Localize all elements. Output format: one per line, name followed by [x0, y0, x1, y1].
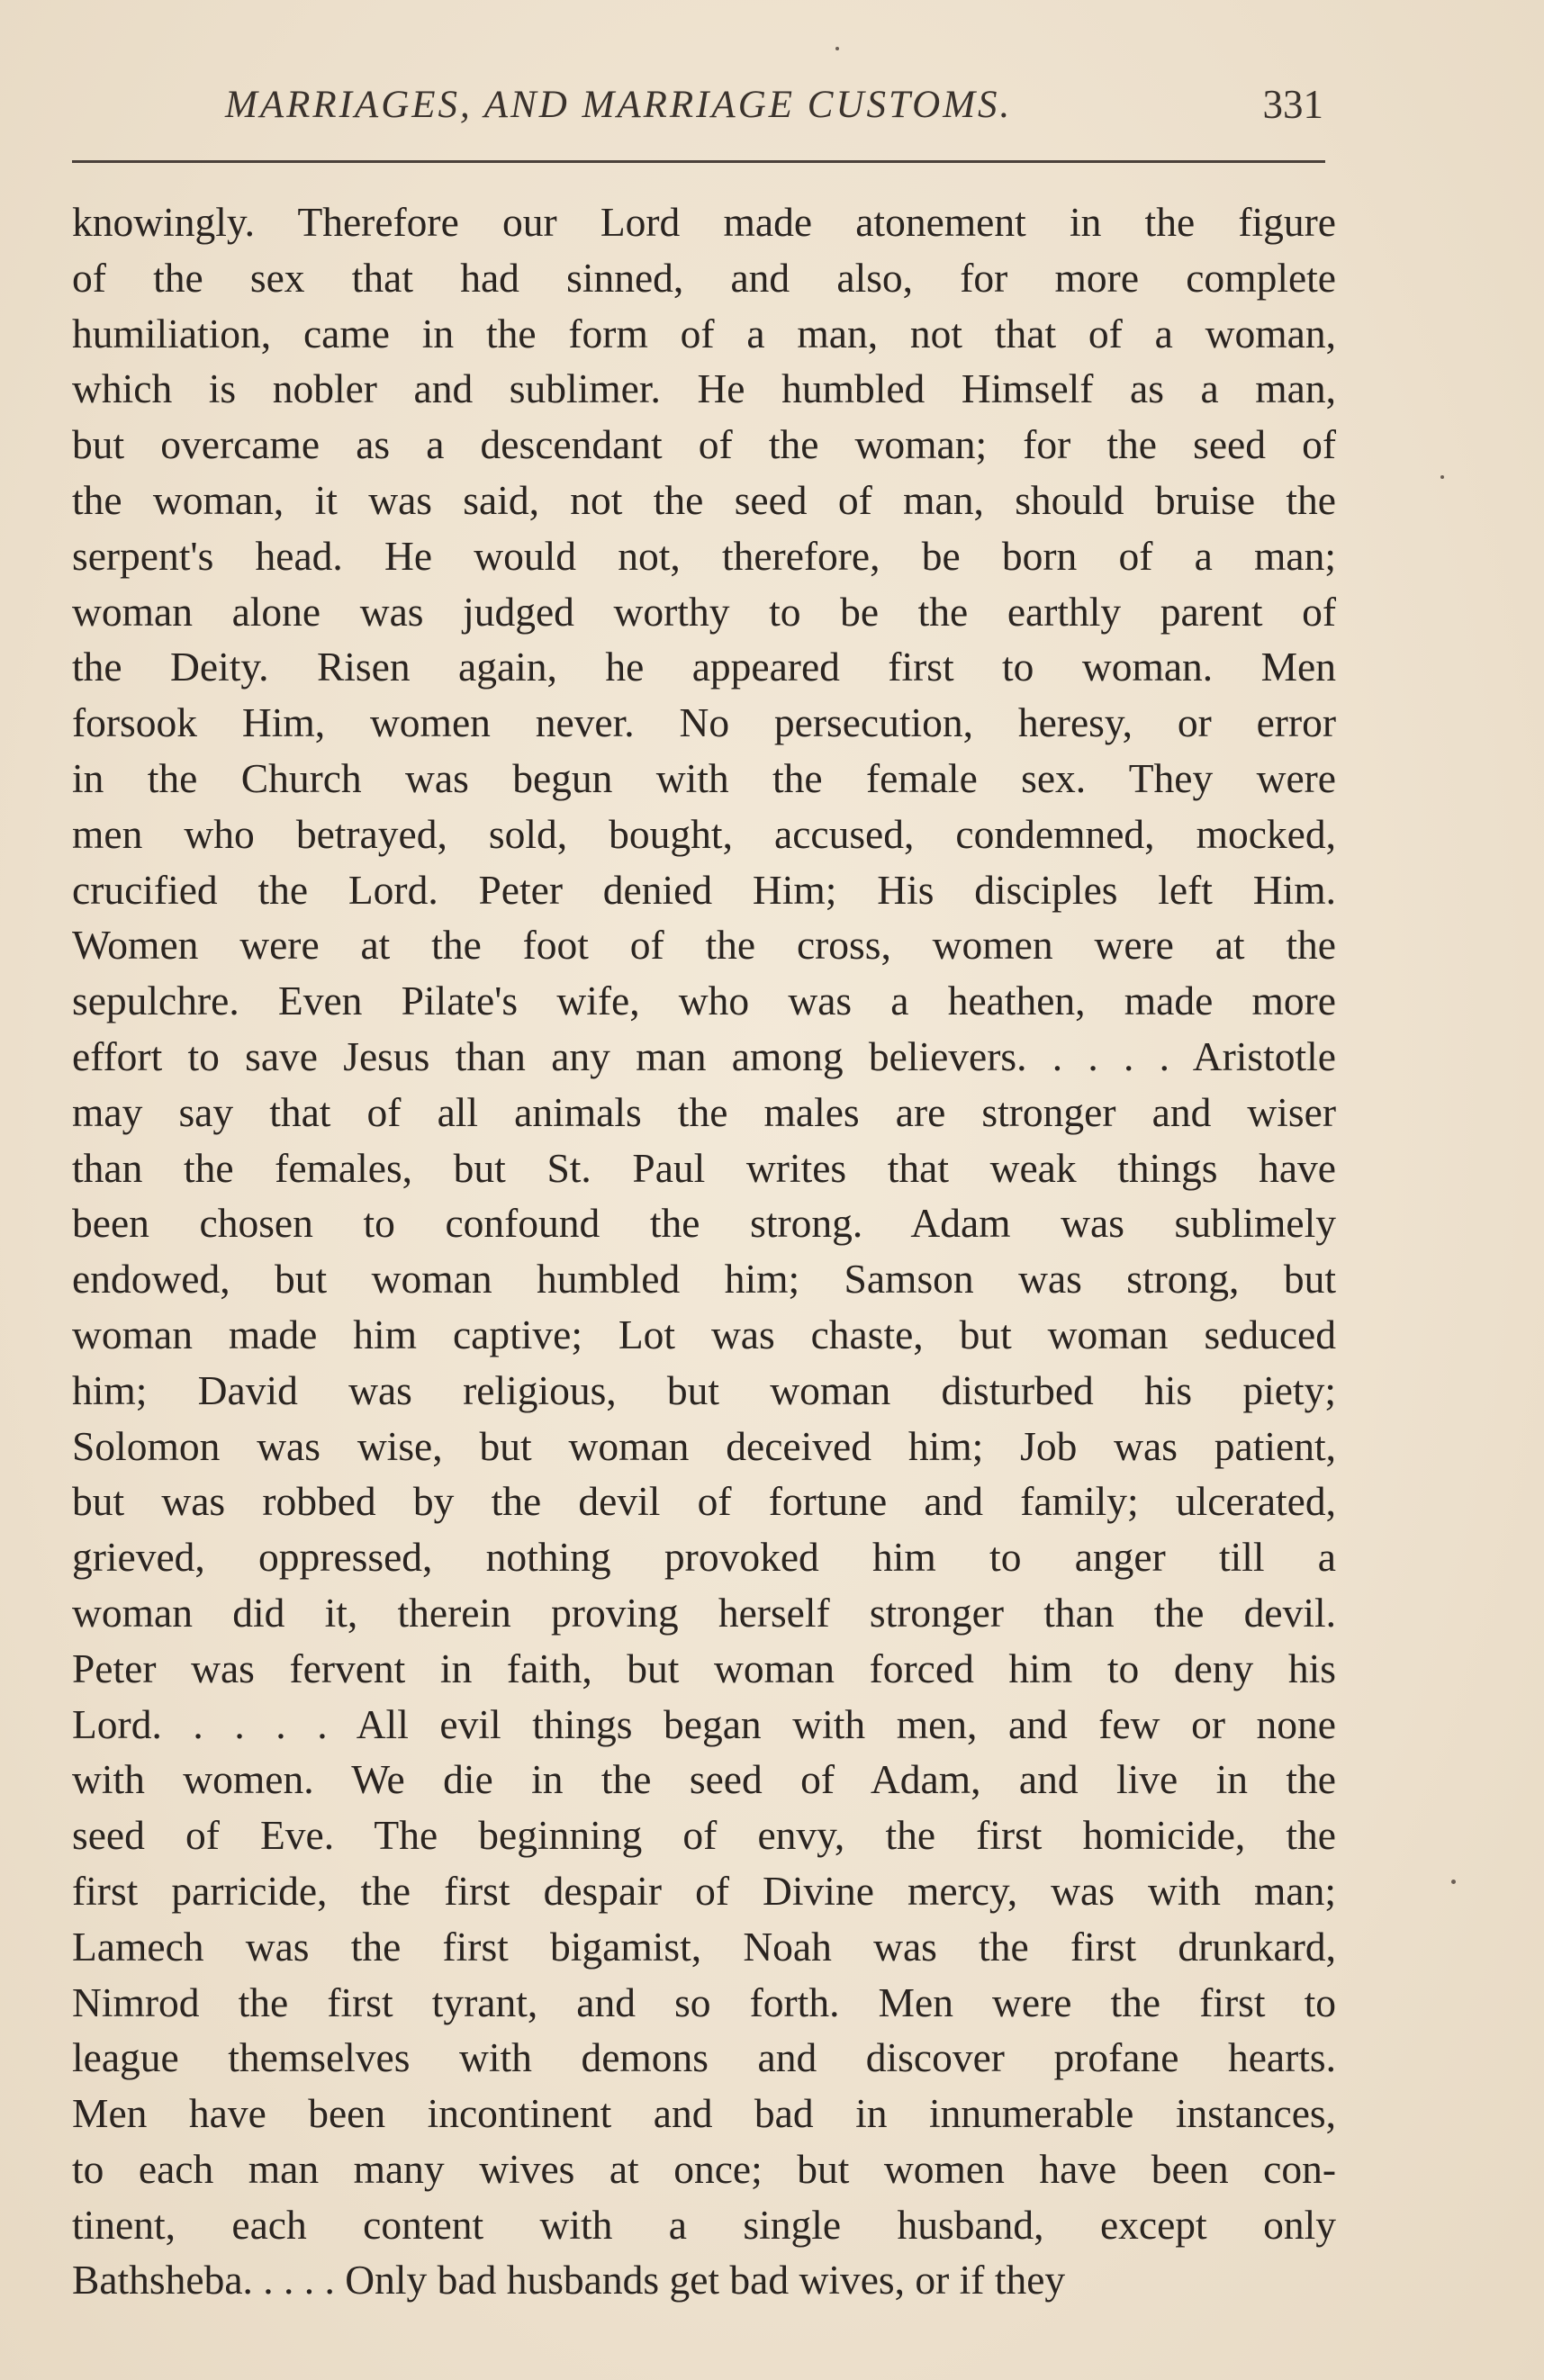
text-line: first parricide, the first despair of Divine mercy, was with man;: [72, 1867, 1336, 1914]
paper-speck: [1451, 1880, 1456, 1884]
paper-speck: [1440, 475, 1444, 479]
text-line: the Deity. Risen again, he appeared first to woman. Men: [72, 644, 1336, 690]
text-line: Men have been incontinent and bad in innumerable instances,: [72, 2090, 1336, 2137]
text-line: serpent's head. He would not, therefore, be born of a man;: [72, 532, 1336, 579]
text-line: the woman, it was said, not the seed of man, should bruise the: [72, 476, 1336, 523]
text-line: Bathsheba. . . . . Only bad husbands get bad wives, or if they: [72, 2257, 1066, 2303]
text-line: woman did it, therein proving herself stronger than the devil.: [72, 1589, 1336, 1636]
text-line: but was robbed by the devil of fortune and family; ulcerated,: [72, 1478, 1336, 1525]
text-line: Nimrod the first tyrant, and so forth. Men were the first to: [72, 1979, 1336, 2025]
page-number: 331: [1262, 82, 1323, 127]
text-line: Women were at the foot of the cross, women were at the: [72, 922, 1336, 969]
text-line: effort to save Jesus than any man among believers. . . . . Aristotle: [72, 1032, 1336, 1079]
text-line: sepulchre. Even Pilate's wife, who was a heathen, made more: [72, 978, 1336, 1024]
text-line: woman alone was judged worthy to be the earthly parent of: [72, 588, 1336, 635]
body-text: [72, 194, 1336, 2308]
text-line: Peter was fervent in faith, but woman forced him to deny his: [72, 1645, 1336, 1691]
header-rule: [72, 160, 1325, 163]
text-line: Lord. . . . . All evil things began with men, and few or none: [72, 1700, 1336, 1747]
text-line: but overcame as a descendant of the woman; for the seed of: [72, 421, 1336, 468]
text-line: of the sex that had sinned, and also, for more complete: [72, 254, 1336, 301]
text-line: crucified the Lord. Peter denied Him; His disciples left Him.: [72, 866, 1336, 913]
text-line: him; David was religious, but woman disturbed his piety;: [72, 1366, 1336, 1413]
text-line: which is nobler and sublimer. He humbled Himself as a man,: [72, 365, 1336, 412]
text-line: league themselves with demons and discover profane hearts.: [72, 2034, 1336, 2081]
text-line: men who betrayed, sold, bought, accused, condemned, mocked,: [72, 810, 1336, 857]
text-line: woman made him captive; Lot was chaste, but woman seduced: [72, 1311, 1336, 1357]
paper-speck: [835, 47, 839, 50]
text-line: may say that of all animals the males are stronger and wiser: [72, 1088, 1336, 1135]
text-line: with women. We die in the seed of Adam, and live in the: [72, 1756, 1336, 1803]
text-line: humiliation, came in the form of a man, not that of a woman,: [72, 310, 1336, 356]
text-line: knowingly. Therefore our Lord made atonement in the figure: [72, 199, 1336, 245]
text-line: in the Church was begun with the female sex. They were: [72, 754, 1336, 801]
text-line: grieved, oppressed, nothing provoked him to anger till a: [72, 1534, 1336, 1581]
text-line: forsook Him, women never. No persecution, heresy, or error: [72, 699, 1336, 746]
text-line: Lamech was the first bigamist, Noah was the first drunkard,: [72, 1923, 1336, 1970]
text-line: endowed, but woman humbled him; Samson was strong, but: [72, 1256, 1336, 1303]
text-line: seed of Eve. The beginning of envy, the first homicide, the: [72, 1812, 1336, 1859]
text-line: tinent, each content with a single husband, except only: [72, 2201, 1336, 2248]
running-head: [72, 83, 1323, 146]
text-line: Solomon was wise, but woman deceived him; Job was patient,: [72, 1422, 1336, 1469]
running-title: MARRIAGES, AND MARRIAGE CUSTOMS.: [225, 84, 1013, 126]
text-line: been chosen to confound the strong. Adam was sublimely: [72, 1200, 1336, 1247]
text-line: to each man many wives at once; but women have been con-: [72, 2145, 1336, 2192]
text-line: than the females, but St. Paul writes that weak things have: [72, 1144, 1336, 1191]
